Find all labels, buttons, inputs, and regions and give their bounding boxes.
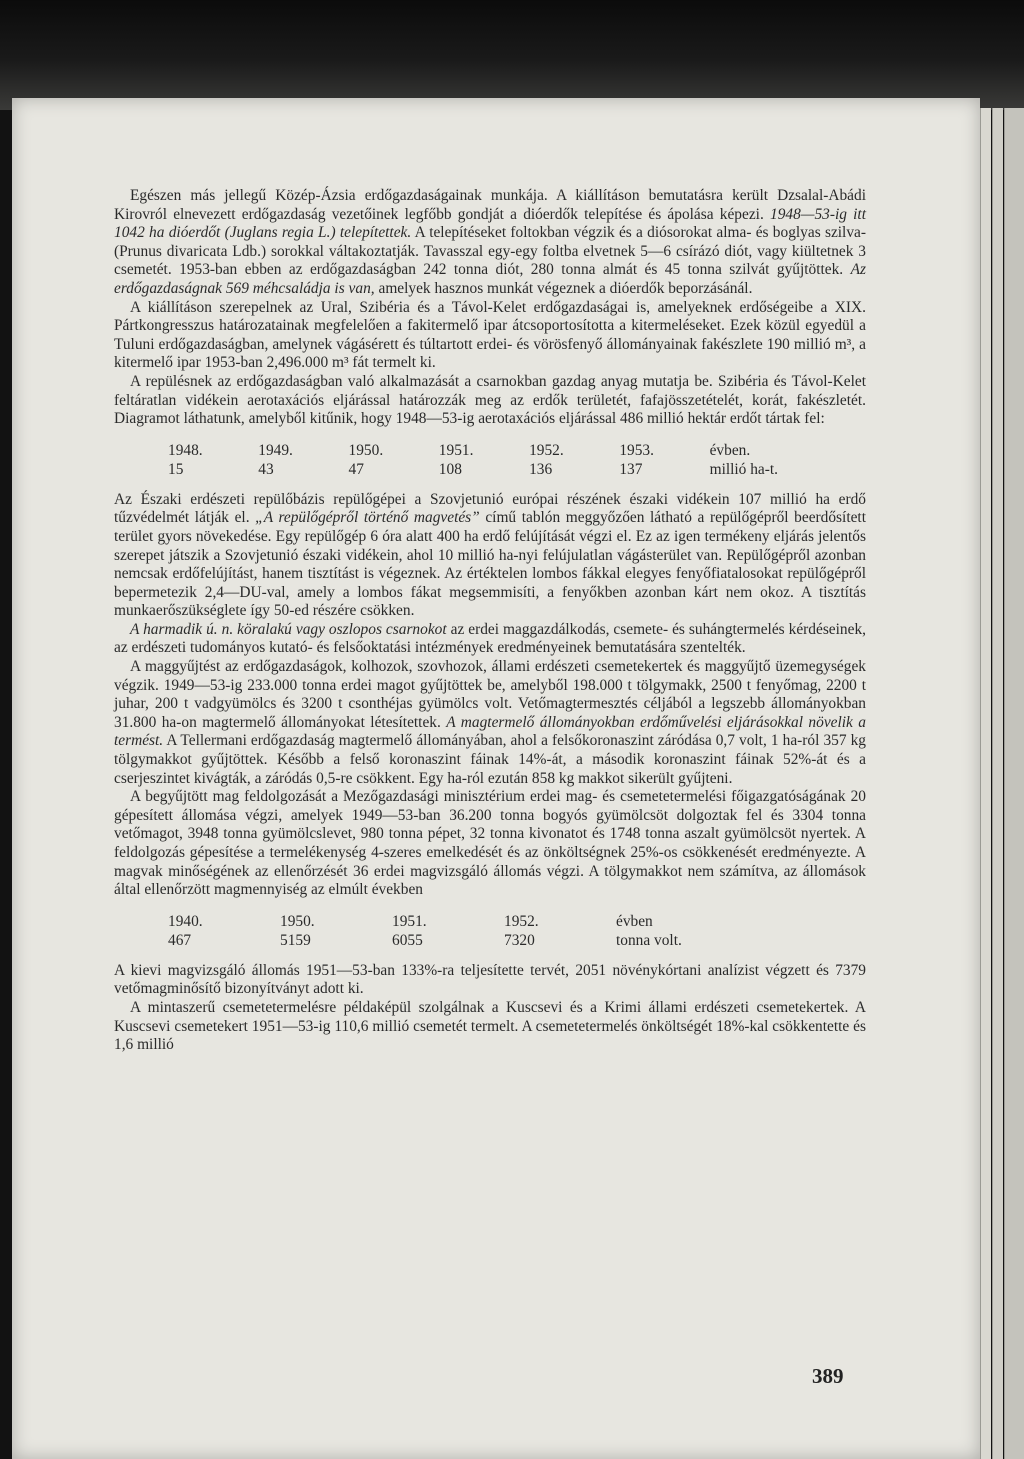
table-cell: 15: [168, 460, 184, 478]
italic-run: Az erdőgazdaságnak 569 méhcsaládja is van,: [114, 261, 867, 297]
table-cell: 43: [258, 460, 274, 478]
seed-control-table: [168, 912, 756, 950]
paragraph-ural-siberia: A kiállításon szerepelnek az Ural, Szibéria és a Távol-Kelet erdőgazdaságai is, amelyeknek erdőségeibe a XIX. Pártkongresszus határozatainak megfelelően a fakitermelő ipar átcsoportosította a kitermeléseket. Ezek közül egyedül a Tuluni erdőgazdaságban, amelynek vágásérett és túltartott erdei- és vörösfenyő állományainak fakészlete 190 millió m³, a kitermelő ipar 1953-ban 2,496.000 m³ fát termelt ki.: [114, 298, 866, 372]
text-run: című tablón meggyőzően látható a repülőgépről beerdősített terület gyors növekedése. Egy repülőgép 6 óra alatt 400 ha erdő felújítását végzi el. Ez az igen termékeny eljárás jelentős szerepet játszik a Szovjetunió északi vidékein, ahol 10 millió ha-nyi felújulatlan vágásterület van. Repülőgépről azonban nemcsak erdőfelújítást, hanem tisztítást is végeznek. Az értéktelen lombos fákkal elegyes fenyőfiatalosokat repülőgépről bepermetezik 2,4—DU-val, amely a lombos fákat megsemmisíti, a fenyőkben azonban kárt nem okoz. A tisztítás munkaerőszükséglete így 50-ed részére csökken.: [114, 509, 866, 620]
italic-run: 1948—53-ig itt 1042 ha dióerdőt (Juglans regia L.) telepítettek.: [114, 205, 866, 242]
paragraph-third-hall: [114, 621, 866, 658]
table-cell: 1952.: [529, 441, 564, 459]
table-cell: 108: [438, 460, 462, 478]
page-edge-2: [992, 108, 1003, 1459]
table-cell: 1940.: [168, 912, 203, 930]
table-cell: 137: [619, 460, 643, 478]
italic-run: A harmadik ú. n. köralakú vagy oszlopos csarnokot: [130, 620, 447, 638]
table-cell: 1948.: [168, 441, 203, 459]
aerotaxation-table: [168, 441, 866, 479]
paragraph-nurseries: A mintaszerű csemetetermelésre példaképül szolgálnak a Kuscsevi és a Krimi állami erdészeti csemetekertek. A Kuscsevi csemetekert 1951—53-ig 110,6 millió csemetét termelt. A csemetetermelés önköltségét 18%-kal csökkentette és 1,6 millió: [114, 998, 866, 1054]
table-cell: évben: [616, 912, 653, 930]
paragraph-north-airbase: [114, 491, 866, 621]
table-cell: millió ha-t.: [709, 460, 778, 478]
text-run: Az Északi erdészeti repülőbázis repülőgépei a Szovjetunió európai részének északi vidékein 107 millió ha erdő tűzvédelmét látják el.: [114, 490, 866, 527]
table-cell: 1950.: [280, 912, 315, 930]
paragraph-seed-collection: [114, 658, 866, 788]
table-cell: 5159: [280, 931, 311, 949]
table-cell: évben.: [709, 441, 751, 459]
table-cell: 1951.: [392, 912, 427, 930]
table-cell: 1953.: [619, 441, 654, 459]
table-row-values: [168, 931, 756, 950]
text-run: A maggyűjtést az erdőgazdaságok, kolhozok, szovhozok, állami erdészeti csemetekertek és maggyűjtő üzemegységek végzik. 1949—53-ig 233.000 tonna erdei magot gyűjtöttek be, amelyből 198.000 t tölgymakk, 2500 t fenyőmag, 2200 t juhar, 200 t vadgyümölcs és 3200 t csonthéjas gyümölcs volt. Vetőmagtermesztés céljából a legszebb állományokban 31.800 ha-on magtermelő állományokat létesítettek.: [114, 658, 866, 731]
table-row-years: [168, 912, 756, 931]
text-run: A Tellermani erdőgazdaság magtermelő állományában, ahol a felsőkoronaszint záródása 0,7 volt, 1 ha-ról 357 kg tölgymakkot gyűjtöttek. Később a felső koronaszint fáinak 14%-át, a második koronaszint fáinak 52%-át és a cserjeszintet kivágták, a záródás 0,5-re csökkent. Egy ha-ról ezután 858 kg makkot sikerült gyűjteni.: [114, 732, 866, 787]
paragraph-seed-processing: A begyűjtött mag feldolgozását a Mezőgazdasági minisztérium erdei mag- és csemetetermelési főigazgatóságának 20 gépesített állomása végzi, amelyek 1949—53-ban 36.200 tonna bogyós gyümölcsöt dolgoztak fel és 3304 tonna vetőmagot, 3948 tonna gyümölcslevet, 980 tonna pépet, 32 tonna kivonatot és 1748 tonna aszalt gyümölcsöt nyertek. A feldolgozás gépesítése a termelékenység 4-szeres emelkedését és az önköltségnek 25%-os csökkenését eredményezte. A magvak minőségének az ellenőrzését 36 erdei magvizsgáló állomás végzi. A tölgymakkot nem számítva, az állomások által ellenőrzött magmennyiség az elmúlt években: [114, 788, 867, 899]
table-cell: 7320: [504, 931, 535, 949]
paragraph-aviation: A repülésnek az erdőgazdaságban való alkalmazását a csarnokban gazdag anyag mutatja be. Szibéria és Távol-Kelet feltáratlan vidékein aerotaxációs eljárással határozzák meg az erdők területét, fafajösszetételét, korát, fakészletét. Diagramot láthatunk, amelyből kitűnik, hogy 1948—53-ig aerotaxációs eljárással 486 millió hektár erdőt tártak fel:: [114, 372, 866, 428]
table-cell: 1951.: [438, 441, 474, 459]
paragraph-kiev-station: A kievi magvizsgáló állomás 1951—53-ban 133%-ra teljesítette tervét, 2051 növénykórtani analízist végzett és 7379 vetőmagminősítő bizonyítványt adott ki.: [114, 961, 866, 998]
italic-run: „A repülőgépről történő magvetés”: [255, 509, 480, 527]
page-edge-1: [980, 108, 991, 1459]
table-row-values: [168, 460, 866, 479]
table-cell: 1952.: [504, 912, 539, 930]
paragraph-central-asia: [114, 187, 866, 299]
table-row-years: [168, 441, 866, 460]
table-cell: 47: [348, 460, 364, 478]
table-cell: 1950.: [348, 441, 384, 459]
body-text: [114, 187, 866, 1055]
table-cell: tonna volt.: [616, 931, 682, 949]
text-run: Egészen más jellegű Közép-Ázsia erdőgazdaságainak munkája. A kiállításon bemutatásra került Dzsalal-Abádi Kirovról elnevezett erdőgazdaság vezetőinek legfőbb gondját a dióerdők telepítése és ápolása képezi.: [114, 187, 866, 223]
table-cell: 136: [529, 460, 553, 478]
text-run: amelyek hasznos munkát végeznek a dióerdők beporzásánál.: [378, 279, 753, 297]
scan-dark-border: [0, 0, 1024, 110]
italic-run: A magtermelő állományokban erdőművelési eljárásokkal növelik a termést.: [114, 713, 866, 750]
table-cell: 1949.: [258, 441, 293, 459]
page-edge-3: [1004, 108, 1024, 1459]
table-cell: 467: [168, 931, 192, 949]
text-run: az erdei maggazdálkodás, csemete- és suhángtermelés kérdéseinek, az erdészeti tudományos kutató- és felsőoktatási intézmények eredményeinek bemutatására szentelték.: [114, 620, 866, 657]
table-cell: 6055: [392, 931, 423, 949]
page-number: 389: [812, 1364, 844, 1388]
text-run: A telepítéseket foltokban végzik és a diósorokat alma- és boglyas szilva- (Prunus divaricata Ldb.) sorokkal váltakoztatják. Tavasszal egy-egy foltba elvetnek 5—6 csírázó diót, vagy kiültetnek 3 csemetét. 1953-ban ebben az erdőgazdaságban 242 tonna diót, 280 tonna almát és 45 tonna szilvát gyűjtöttek.: [114, 224, 866, 279]
